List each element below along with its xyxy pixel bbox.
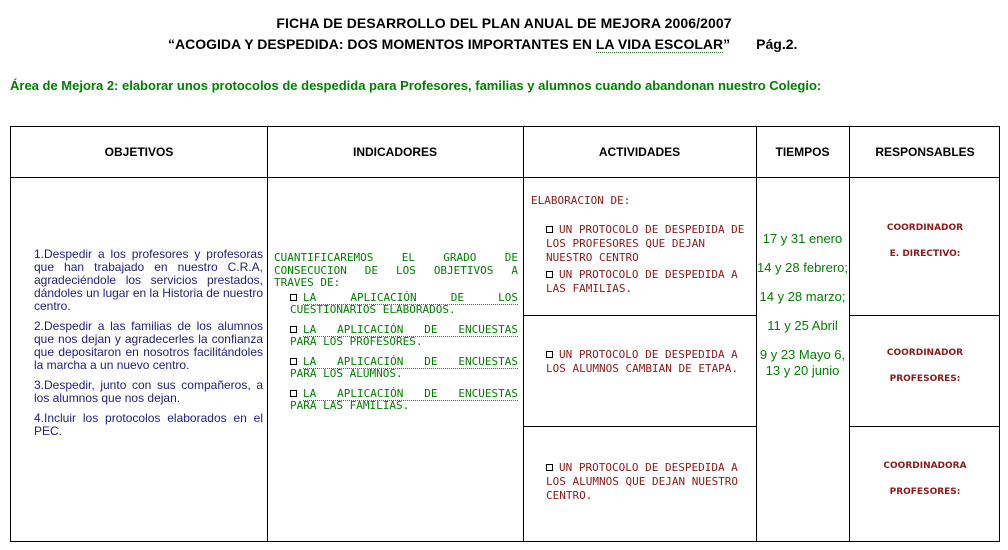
checkbox-bullet-icon bbox=[546, 271, 553, 278]
plan-table bbox=[10, 126, 1000, 542]
header-objetivos: OBJETIVOS bbox=[104, 145, 174, 159]
actividad-item: UN PROTOCOLO DE DESPEDIDA A LOS ALUMNOS QUE DEJAN NUESTRO CENTRO. bbox=[546, 461, 739, 502]
tiempo-item: 14 y 28 febrero; bbox=[756, 260, 849, 275]
page-number: Pág.2. bbox=[756, 36, 798, 52]
indicadores-block bbox=[274, 252, 518, 413]
tiempo-item: 9 y 23 Mayo 6, 13 y 20 junio bbox=[759, 347, 846, 378]
document-title: FICHA DE DESARROLLO DEL PLAN ANUAL DE MEJORA 2006/2007 bbox=[276, 15, 732, 31]
row-divider bbox=[523, 315, 756, 316]
checkbox-bullet-icon bbox=[546, 464, 553, 471]
subtitle-underlined: LA VIDA ESCOLAR bbox=[595, 36, 724, 52]
objetivo-item: 1.Despedir a los profesores y profesoras que han trabajado en nuestro C.R.A, agradeciéndole los servicios prestados, dándoles un lugar en la Historia de nuestro centro. bbox=[34, 247, 263, 313]
responsable-role: COORDINADOR bbox=[886, 348, 964, 358]
indicador-item: LA APLICACIÓN DE ENCUESTAS PARA LOS ALUMNOS. bbox=[290, 354, 518, 380]
tiempo-item: 17 y 31 enero bbox=[762, 231, 843, 246]
row-divider bbox=[849, 315, 999, 316]
area-title: Área de Mejora 2: elaborar unos protocolos de despedida para Profesores, familias y alumnos cuando abandonan nuestro Colegio: bbox=[10, 78, 822, 93]
checkbox-bullet-icon bbox=[546, 226, 553, 233]
subtitle-prefix: “ACOGIDA Y DESPEDIDA: DOS MOMENTOS IMPORTANTES EN bbox=[168, 36, 596, 52]
row-divider bbox=[523, 426, 756, 427]
checkbox-bullet-icon bbox=[546, 351, 553, 358]
header-indicadores: INDICADORES bbox=[352, 145, 437, 159]
responsable-cell bbox=[849, 460, 1001, 498]
col-divider bbox=[267, 127, 268, 541]
responsable-role: COORDINADOR bbox=[886, 223, 964, 233]
actividad-item: UN PROTOCOLO DE DESPEDIDA A LOS ALUMNOS CAMBIAN DE ETAPA. bbox=[546, 348, 739, 375]
col-divider bbox=[523, 127, 524, 541]
tiempos-list bbox=[756, 231, 849, 392]
objetivo-item: 3.Despedir, junto con sus compañeros, a los alumnos que nos dejan. bbox=[34, 378, 263, 405]
responsable-detail: E. DIRECTIVO: bbox=[889, 249, 961, 259]
indicador-item: LA APLICACIÓN DE LOS CUESTIONARIOS ELABORADOS. bbox=[290, 290, 518, 316]
actividades-label: ELABORACION DE: bbox=[531, 194, 631, 207]
checkbox-bullet-icon bbox=[290, 294, 297, 301]
header-divider bbox=[11, 177, 999, 178]
header-actividades: ACTIVIDADES bbox=[598, 145, 681, 159]
responsable-cell bbox=[849, 347, 1001, 385]
responsable-cell bbox=[849, 222, 1001, 260]
responsable-detail: PROFESORES: bbox=[889, 374, 961, 384]
document-subtitle bbox=[168, 36, 797, 52]
indicador-item: LA APLICACIÓN DE ENCUESTAS PARA LAS FAMILIAS. bbox=[290, 386, 518, 412]
subtitle-suffix: ” bbox=[723, 36, 731, 52]
actividad-item: UN PROTOCOLO DE DESPEDIDA DE LOS PROFESORES QUE DEJAN NUESTRO CENTRO bbox=[546, 223, 745, 264]
header-tiempos: TIEMPOS bbox=[775, 145, 830, 159]
indicador-item: LA APLICACIÓN DE ENCUESTAS PARA LOS PROFESORES. bbox=[290, 322, 518, 348]
objetivo-item: 2.Despedir a las familias de los alumnos que nos dejan y agradecerles la confianza que depositaron en nosotros facilitándoles la marcha a un nuevo centro. bbox=[34, 319, 263, 372]
responsable-role: COORDINADORA bbox=[883, 461, 967, 471]
objetivo-item: 4.Incluir los protocolos elaborados en el PEC. bbox=[34, 411, 263, 438]
row-divider bbox=[849, 426, 999, 427]
header-responsables: RESPONSABLES bbox=[875, 145, 975, 159]
checkbox-bullet-icon bbox=[290, 390, 297, 397]
indicadores-intro: CUANTIFICAREMOS EL GRADO DE CONSECUCION DE LOS OBJETIVOS A TRAVES DE: bbox=[274, 251, 518, 289]
actividad-item: UN PROTOCOLO DE DESPEDIDA A LAS FAMILIAS. bbox=[546, 268, 738, 295]
checkbox-bullet-icon bbox=[290, 358, 297, 365]
checkbox-bullet-icon bbox=[290, 326, 297, 333]
tiempo-item: 11 y 25 Abril bbox=[767, 318, 838, 333]
objetivos-list bbox=[34, 248, 263, 445]
tiempo-item: 14 y 28 marzo; bbox=[759, 289, 846, 304]
responsable-detail: PROFESORES: bbox=[889, 487, 961, 497]
